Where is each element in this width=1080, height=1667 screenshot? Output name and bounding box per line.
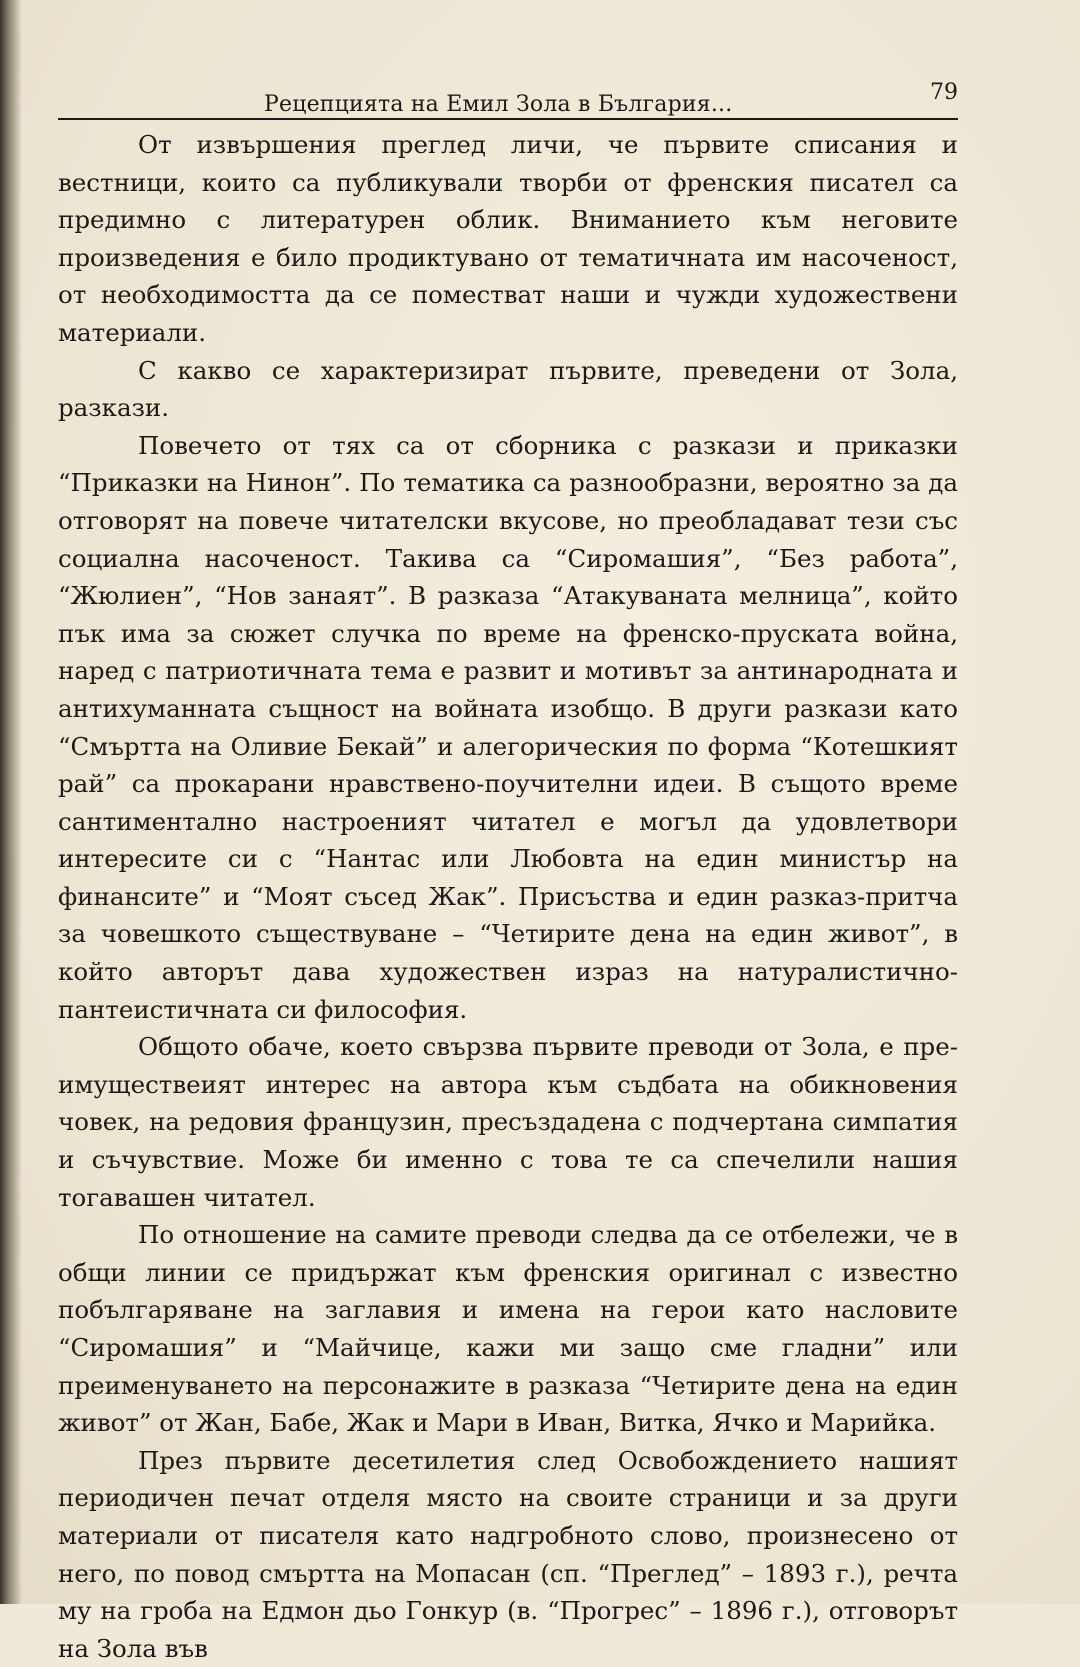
- binding-shadow: [0, 0, 22, 1604]
- paragraph: През първите десетилетия след Освобождението нашият периодичен печат отделя място на своите страници и за други материали от писателя като надгробното слово, произнесено от него, по повод смъртта на Мопасан (сп. “Преглед” – 1893 г.), речта му на гроба на Едмон дьо Гонкур (в. “Прогрес” – 1896 г.), отговорът на Зола във: [58, 1445, 958, 1663]
- paragraph: Повечето от тях са от сборника с разкази и приказки “Приказки на Нинон”. По тематика са разнообразни, вероятно за да отговорят на повече читателски вкусове, но преобладават тези със социална насоченост. Такива са “Сиромашия”, “Без работа”, “Жюлиен”, “Нов занаят”. В разказа “Атакуваната мелница”, който пък има за сюжет случка по време на френско-пруската война, наред с патриотичната тема е развит и мотивът за антинародната и антихуманната същност на войната изобщо. В други разкази като “Смъртта на Оливие Бекай” и алегорическия по форма “Котешкият рай” са прокарани нравствено-поучителни идеи. В същото време сантиментално настроеният читател е могъл да удовлетвори интересите си с “Нантас или Любовта на един министър на финансите” и “Моят съсед Жак”. Присъства и един разказ-притча за човешкото съществуване – “Четирите дена на един живот”, в който авторът дава художествен израз на натуралистично-пантеистичната си философия.: [58, 430, 958, 1024]
- paragraph: С какво се характеризират първите, преведени от Зола, разкази.: [58, 355, 958, 423]
- paragraph: По отношение на самите преводи следва да се отбележи, че в общи линии се придържат към френския оригинал с известно побългаряване на заглавия и имена на герои като насловите “Сиромашия” и “Майчице, кажи ми защо сме гладни” или преименуването на персонажите в разказа “Четирите дена на един живот” от Жан, Бабе, Жак и Мари в Иван, Витка, Ячко и Марийка.: [58, 1220, 958, 1438]
- running-title: Рецепцията на Емил Зола в България...: [264, 92, 733, 117]
- page-number: 79: [930, 80, 958, 105]
- paragraph: Общото обаче, което свързва първите преводи от Зола, е преимуществеият интерес на автора към съдбата на обикновения човек, на редовия французин, пресъздадена с подчертана симпатия и съчувствие. Може би именно с това те са спечелили нашия тогавашен читател.: [58, 1032, 958, 1212]
- running-head: [58, 80, 958, 120]
- header-rule: [58, 118, 958, 120]
- body-text: [58, 126, 958, 1667]
- paragraph: От извършения преглед личи, че първите списания и вестници, които са публикували творби от френския писател са предимно с литературен облик. Вниманието към неговите произведения е било продиктувано от тематичната им насоченост, от необходимостта да се поместват наши и чужди художествени материали.: [58, 130, 958, 347]
